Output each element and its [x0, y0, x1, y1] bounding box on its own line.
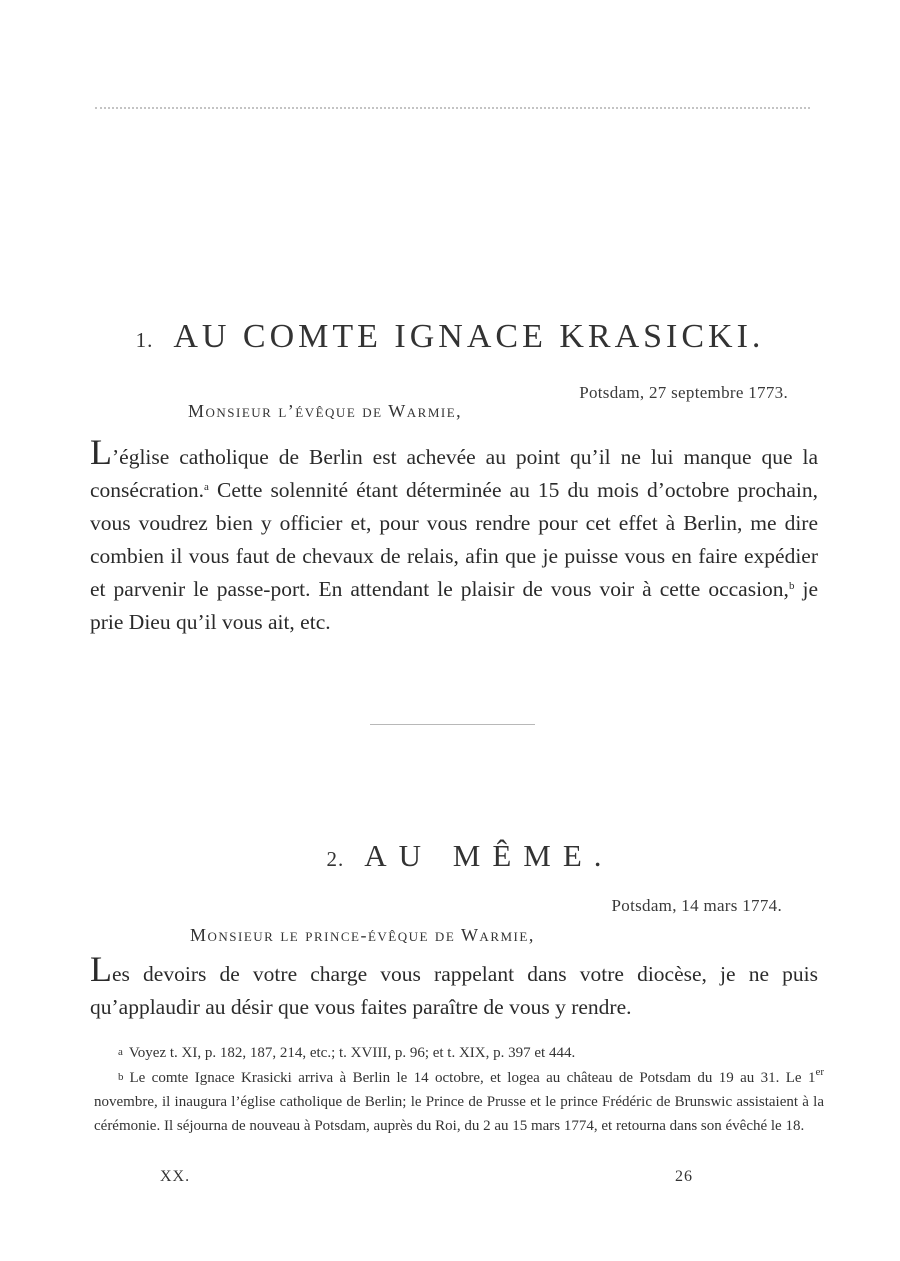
letter-2-number: 2. — [326, 847, 345, 871]
footnote-a — [94, 1040, 824, 1065]
letter-2-dateline: Potsdam, 14 mars 1774. — [611, 896, 782, 915]
letter-1-initial: L — [90, 432, 112, 472]
footnote-b — [94, 1065, 824, 1138]
section-divider — [370, 724, 535, 725]
top-rule — [95, 107, 810, 109]
letter-2-heading — [0, 838, 900, 874]
letter-2-initial: L — [90, 949, 112, 989]
footnote-b-text-2: novembre, il inaugura l’église catholique de Berlin; le Prince de Prusse et le prince Frédéric de Brunswic assistaient à la cérémonie. Il séjourna de nouveau à Potsdam, auprès du Roi, du 2 au 15 mars 1774, et retourna dans son évêché le 18. — [94, 1094, 824, 1134]
letter-1-body-c: je prie Dieu qu’il vous ait, etc. — [90, 577, 818, 634]
letter-2-body — [90, 949, 818, 1024]
letter-1-body — [90, 432, 818, 639]
footnote-a-mark: a — [118, 1046, 123, 1058]
letter-1-body-b: Cette solennité étant déterminée au 15 du mois d’octobre prochain, vous voudrez bien y officier et, pour vous rendre pour cet effet à Berlin, me dire combien il vous faut de chevaux de relais, afin que je puisse vous en faire expédier et parvenir le passe-port. En attendant le plaisir de vous voir à cette occasion, — [90, 478, 818, 601]
letter-1-title: AU COMTE IGNACE KRASICKI. — [173, 318, 765, 355]
footnotes — [94, 1040, 824, 1138]
letter-1-dateline: Potsdam, 27 septembre 1773. — [579, 383, 788, 402]
letter-2-body-text: es devoirs de votre charge vous rappelant dans votre diocèse, je ne puis qu’applaudir au désir que vous faites paraître de vous y rendre. — [90, 962, 818, 1019]
letter-1-salutation: Monsieur l’évêque de Warmie, — [188, 401, 463, 421]
footnote-b-superscript: er — [815, 1066, 824, 1078]
footnote-a-text: Voyez t. XI, p. 182, 187, 214, etc.; t. XVIII, p. 96; et t. XIX, p. 397 et 444. — [128, 1045, 576, 1061]
sheet-signature: 26 — [675, 1168, 693, 1185]
footnote-b-text-1: Le comte Ignace Krasicki arriva à Berlin le 14 octobre, et logea au château de Potsdam du 19 au 31. Le 1 — [129, 1070, 816, 1086]
letter-1-number: 1. — [135, 328, 154, 352]
letter-1-body-a: ’église catholique de Berlin est achevée au point qu’il ne lui manque que la consécration. — [90, 445, 818, 502]
volume-signature: XX. — [160, 1168, 191, 1185]
footnote-ref-b: b — [788, 580, 795, 592]
footnote-ref-a: a — [204, 481, 209, 493]
footnote-b-mark: b — [118, 1071, 124, 1083]
letter-1-heading — [0, 318, 900, 356]
letter-2-title: AU MÊME. — [364, 838, 614, 873]
letter-2-salutation: Monsieur le prince-évêque de Warmie, — [190, 925, 535, 945]
